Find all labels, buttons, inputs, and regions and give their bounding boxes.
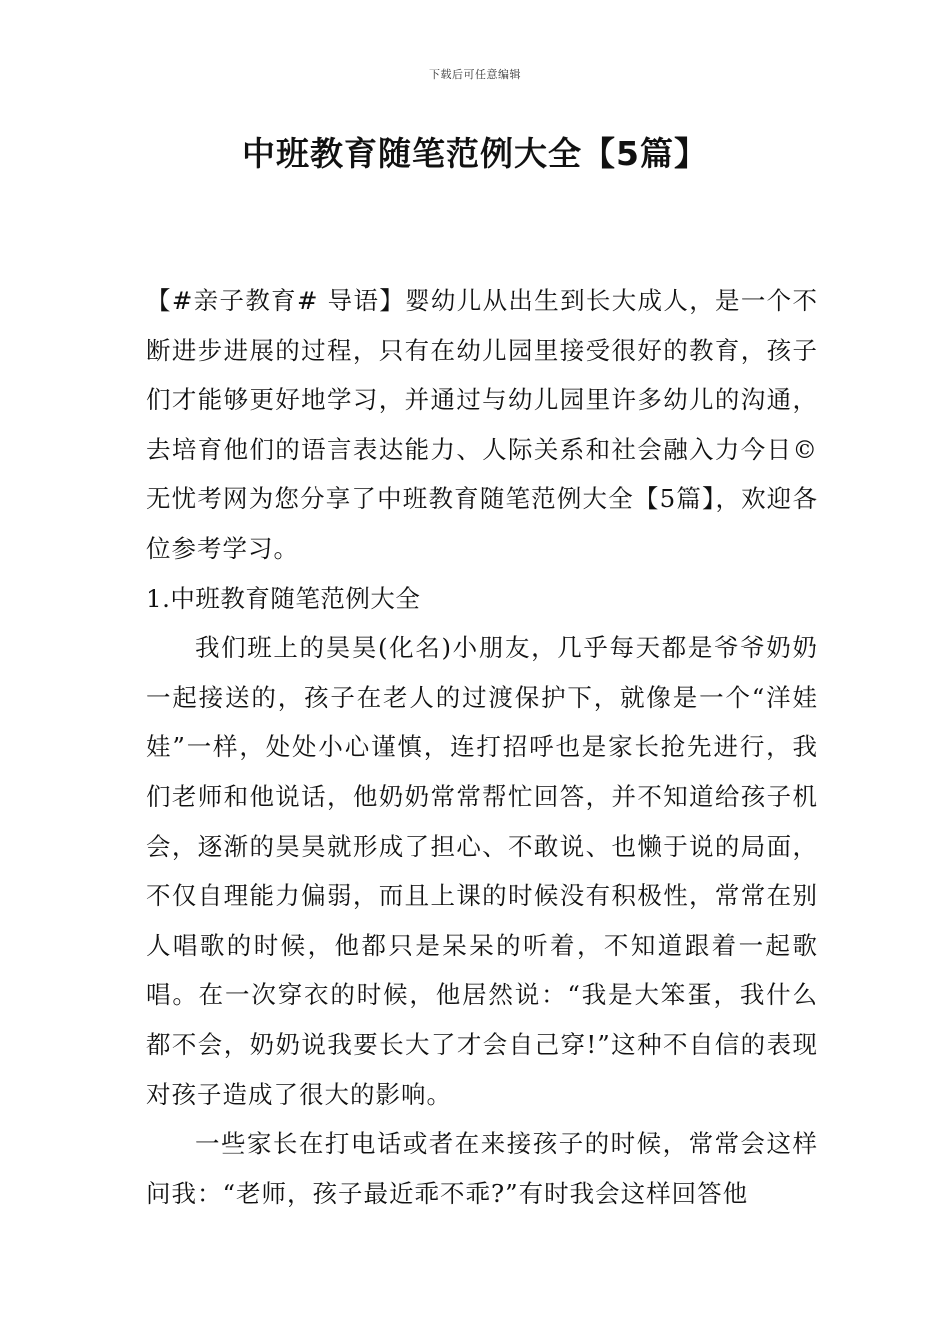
body-paragraph: 我们班上的昊昊(化名)小朋友，几乎每天都是爷爷奶奶一起接送的，孩子在老人的过渡保护下，就像是一个“洋娃娃”一样，处处小心谨慎，连打招呼也是家长抢先进行，我们老师和他说话，他奶奶常常帮忙回答，并不知道给孩子机会，逐渐的昊昊就形成了担心、不敢说、也懒于说的局面，不仅自理能力偏弱，而且上课的时候没有积极性，常常在别人唱歌的时候，他都只是呆呆的听着，不知道跟着一起歌唱。在一次穿衣的时候，他居然说：“我是大笨蛋，我什么都不会，奶奶说我要长大了才会自己穿!”这种不自信的表现对孩子造成了很大的影响。 bbox=[146, 633, 818, 1109]
header-note: 下载后可任意编辑 bbox=[429, 68, 521, 81]
document-body bbox=[146, 276, 818, 1218]
section-heading: 1.中班教育随笔范例大全 bbox=[146, 583, 421, 613]
page-title: 中班教育随笔范例大全【5篇】 bbox=[242, 134, 708, 173]
body-paragraph: 一些家长在打电话或者在来接孩子的时候，常常会这样问我：“老师，孩子最近乖不乖?”有时我会这样回答他 bbox=[146, 1129, 818, 1208]
intro-paragraph: 【#亲子教育# 导语】婴幼儿从出生到长大成人，是一个不断进步进展的过程，只有在幼儿园里接受很好的教育，孩子们才能够更好地学习，并通过与幼儿园里许多幼儿的沟通，去培育他们的语言表达能力、人际关系和社会融入力今日©无忧考网为您分享了中班教育随笔范例大全【5篇】，欢迎各位参考学习。 bbox=[146, 286, 818, 563]
